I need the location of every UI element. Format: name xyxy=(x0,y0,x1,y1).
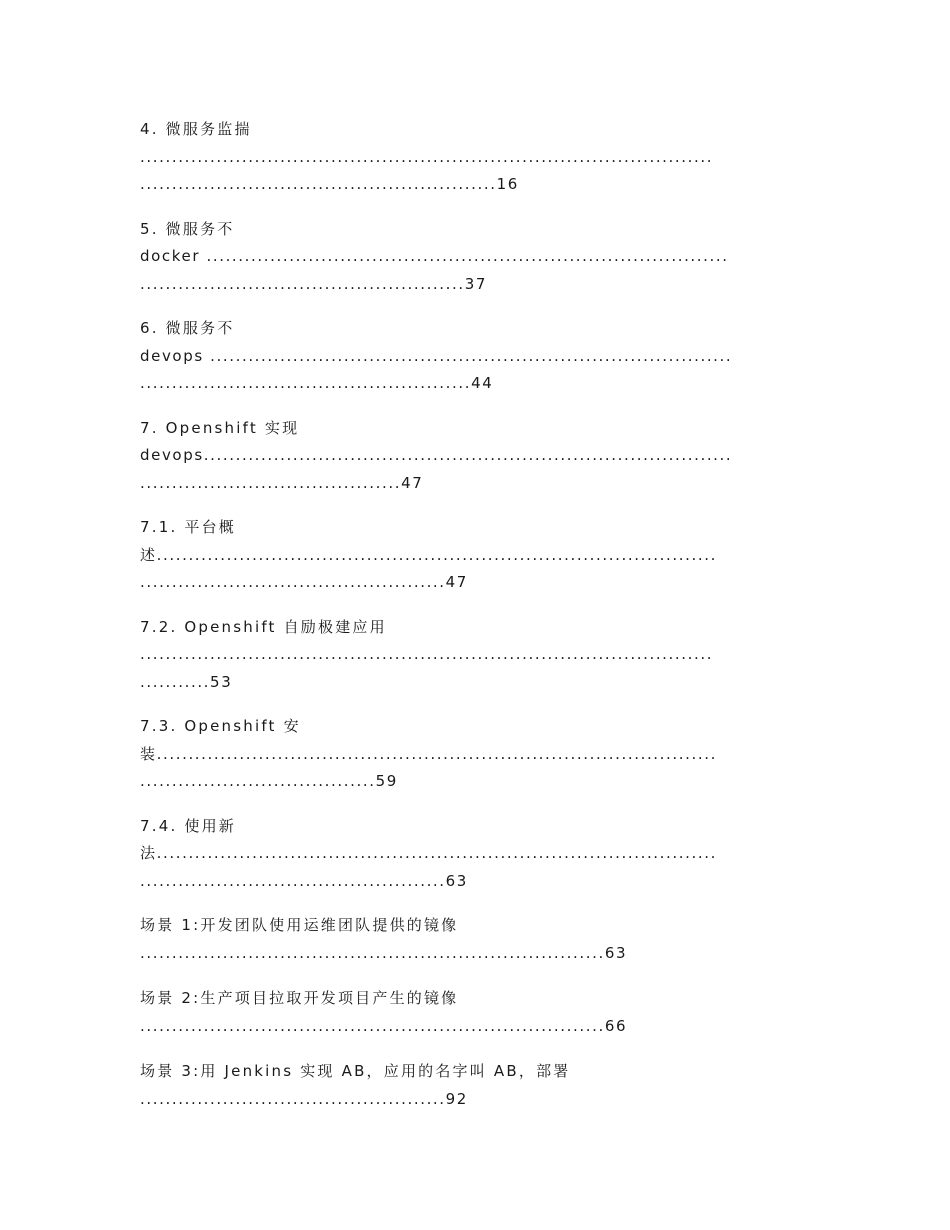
toc-entry-scenario-1[interactable] xyxy=(140,912,812,967)
toc-entry-7-3[interactable] xyxy=(140,713,812,796)
toc-entry-scenario-3[interactable] xyxy=(140,1058,812,1113)
toc-entry-6[interactable] xyxy=(140,315,812,398)
toc-entry-title: 5. 微服务不 xyxy=(140,219,235,238)
toc-entry-page: ................................................92 xyxy=(140,1089,468,1108)
toc-entry-title: 4. 微服务监揣 xyxy=(140,120,252,138)
toc-entry-page: ....................................................44 xyxy=(140,374,494,392)
toc-entry-leader: devops................................................................................... xyxy=(140,446,733,464)
toc-entry-7-4[interactable] xyxy=(140,813,812,896)
toc-entry-title: 7. Openshift 实现 xyxy=(140,418,300,437)
toc-entry-leader: 法........................................................................................ xyxy=(140,844,717,862)
toc-entry-leader: devops .................................................................................. xyxy=(140,346,733,365)
toc-entry-5[interactable] xyxy=(140,216,812,299)
toc-entry-title: 7.3. Openshift 安 xyxy=(140,717,301,735)
toc-entry-page: ...................................................37 xyxy=(140,274,488,293)
toc-entry-leader: 述........................................................................................ xyxy=(140,545,717,564)
toc-entry-7[interactable] xyxy=(140,415,812,498)
toc-entry-leader: .......................................................................................... xyxy=(140,147,714,166)
table-of-contents xyxy=(140,116,812,1113)
toc-entry-leader: .......................................................................................... xyxy=(140,645,714,663)
toc-entry-leader: 装........................................................................................ xyxy=(140,744,717,763)
toc-entry-title: 场景 2:生产项目拉取开发项目产生的镜像 xyxy=(140,989,459,1007)
toc-entry-page: ...........53 xyxy=(140,672,233,691)
toc-entry-page: .........................................................................63 xyxy=(140,943,628,962)
toc-entry-title: 7.4. 使用新 xyxy=(140,816,236,835)
toc-entry-title: 7.1. 平台概 xyxy=(140,518,236,536)
toc-entry-title: 场景 3:用 Jenkins 实现 AB，应用的名字叫 AB，部署 xyxy=(140,1062,571,1080)
toc-entry-page: .........................................47 xyxy=(140,473,424,492)
toc-entry-leader: docker .................................................................................. xyxy=(140,247,729,265)
toc-entry-page: .....................................59 xyxy=(140,772,398,790)
toc-entry-page: ................................................47 xyxy=(140,573,468,591)
toc-entry-page: .........................................................................66 xyxy=(140,1016,628,1035)
toc-entry-title: 场景 1:开发团队使用运维团队提供的镜像 xyxy=(140,916,459,934)
toc-entry-page: ................................................63 xyxy=(140,871,468,890)
toc-entry-page: ........................................................16 xyxy=(140,175,519,193)
toc-entry-title: 6. 微服务不 xyxy=(140,319,235,337)
toc-entry-scenario-2[interactable] xyxy=(140,985,812,1040)
toc-entry-4[interactable] xyxy=(140,116,812,199)
toc-entry-title: 7.2. Openshift 自励极建应用 xyxy=(140,617,387,636)
toc-entry-7-2[interactable] xyxy=(140,614,812,697)
toc-entry-7-1[interactable] xyxy=(140,514,812,597)
